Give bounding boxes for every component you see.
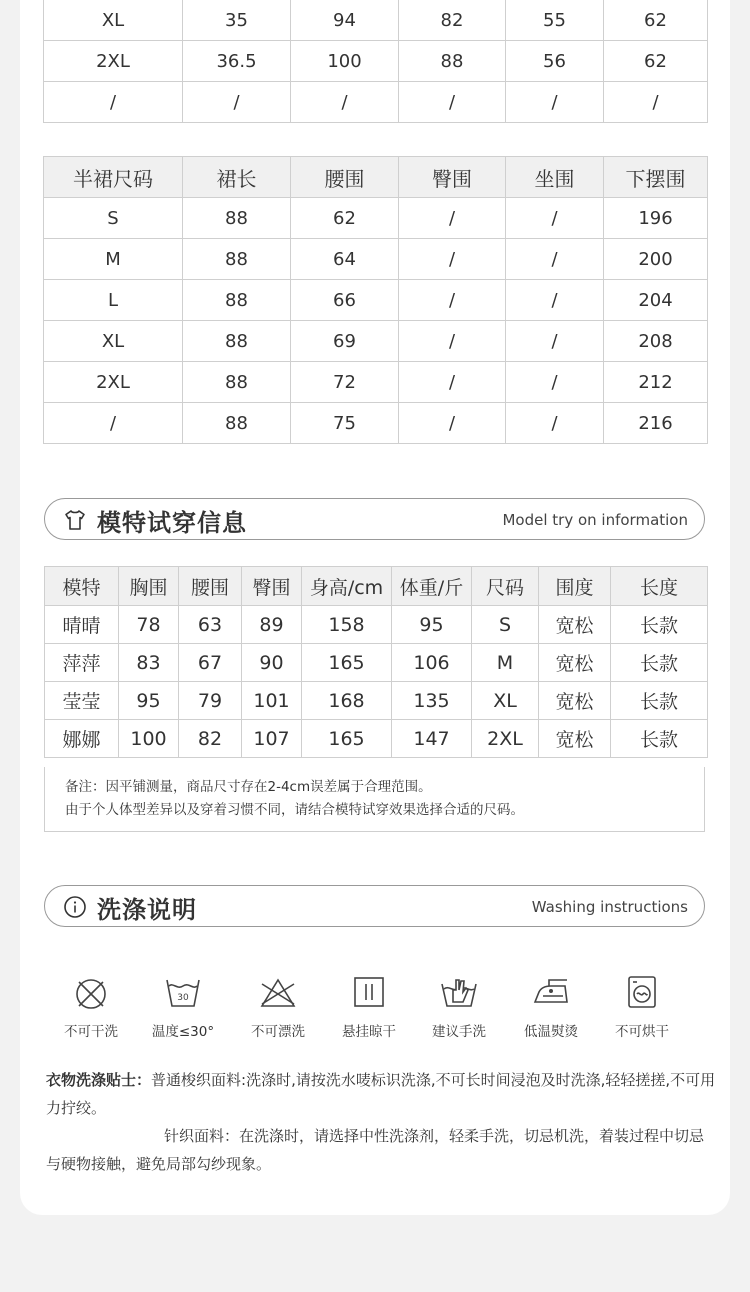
table-cell: /: [506, 403, 604, 444]
table-cell: 62: [604, 0, 708, 41]
table-cell: 55: [506, 0, 604, 41]
wash-label: 建议手洗: [432, 1024, 486, 1040]
washing-tips-para-2: [46, 1122, 718, 1178]
table-header-cell: 身高/cm: [302, 567, 392, 606]
table-cell: 208: [604, 321, 708, 362]
wash-item-hang-dry: [329, 972, 409, 1040]
table-header-cell: 臀围: [242, 567, 302, 606]
table-cell: 79: [179, 682, 242, 720]
table-cell: 88: [183, 280, 291, 321]
table-cell: /: [604, 82, 708, 123]
table-header-cell: 臀围: [399, 157, 506, 198]
table-cell: 75: [291, 403, 399, 444]
table-header-cell: 长度: [611, 567, 708, 606]
table-cell: 88: [183, 362, 291, 403]
skirt-size-table: [43, 156, 708, 444]
wash-30-icon: [163, 972, 203, 1012]
tips-heading: 衣物洗涤贴士：: [46, 1071, 152, 1089]
table-cell: 135: [392, 682, 472, 720]
table-row: [44, 280, 708, 321]
table-cell: 36.5: [183, 41, 291, 82]
top-size-table: [43, 0, 708, 123]
model-info-header: [44, 498, 705, 540]
table-cell: 88: [183, 403, 291, 444]
table-cell: M: [472, 644, 539, 682]
table-cell: 62: [291, 198, 399, 239]
table-cell: 88: [183, 321, 291, 362]
table-cell: 宽松: [539, 606, 611, 644]
washing-subtitle: Washing instructions: [531, 898, 688, 916]
table-cell: 107: [242, 720, 302, 758]
table-header-cell: 尺码: [472, 567, 539, 606]
low-iron-icon: [531, 972, 571, 1012]
table-cell: 宽松: [539, 682, 611, 720]
table-cell: XL: [44, 321, 183, 362]
table-cell: 168: [302, 682, 392, 720]
table-cell: 83: [119, 644, 179, 682]
table-cell: 165: [302, 644, 392, 682]
table-row: [44, 403, 708, 444]
table-header-cell: 模特: [45, 567, 119, 606]
table-cell: /: [506, 239, 604, 280]
table-cell: 64: [291, 239, 399, 280]
table-cell: /: [44, 82, 183, 123]
table-row: [45, 644, 708, 682]
tips-text-2: 针织面料：在洗涤时，请选择中性洗涤剂，轻柔手洗，切忌机洗，着装过程中切忌与硬物接触，避免局部勾纱现象。: [46, 1127, 705, 1173]
table-header-cell: 腰围: [291, 157, 399, 198]
table-header-cell: 体重/斤: [392, 567, 472, 606]
wash-item-hand-wash: [419, 972, 499, 1040]
table-cell: 82: [399, 0, 506, 41]
table-cell: 63: [179, 606, 242, 644]
table-cell: 2XL: [44, 41, 183, 82]
table-cell: 94: [291, 0, 399, 41]
table-cell: /: [506, 280, 604, 321]
table-cell: 204: [604, 280, 708, 321]
table-cell: 62: [604, 41, 708, 82]
table-cell: 82: [179, 720, 242, 758]
table-cell: 72: [291, 362, 399, 403]
table-row: [44, 239, 708, 280]
size-note: [44, 767, 705, 832]
table-row: [44, 41, 708, 82]
tshirt-icon: [63, 508, 87, 532]
table-cell: 78: [119, 606, 179, 644]
wash-label: 不可烘干: [615, 1024, 669, 1040]
table-cell: 宽松: [539, 644, 611, 682]
table-cell: 莹莹: [45, 682, 119, 720]
washing-header: [44, 885, 705, 927]
washing-tips-para-1: [46, 1066, 718, 1122]
table-cell: 95: [392, 606, 472, 644]
wash-temp: 30: [177, 993, 189, 1003]
table-cell: 196: [604, 198, 708, 239]
table-cell: /: [399, 198, 506, 239]
table-cell: 90: [242, 644, 302, 682]
table-row: [44, 321, 708, 362]
table-cell: /: [506, 198, 604, 239]
table-header-cell: 下摆围: [604, 157, 708, 198]
table-cell: 212: [604, 362, 708, 403]
table-cell: 娜娜: [45, 720, 119, 758]
table-cell: 88: [183, 239, 291, 280]
table-cell: 200: [604, 239, 708, 280]
table-cell: 宽松: [539, 720, 611, 758]
table-cell: S: [472, 606, 539, 644]
wash-label: 低温熨烫: [524, 1024, 578, 1040]
table-header-cell: 胸围: [119, 567, 179, 606]
washing-title: 洗涤说明: [97, 896, 197, 924]
table-cell: /: [506, 362, 604, 403]
table-header-cell: 半裙尺码: [44, 157, 183, 198]
table-cell: 88: [399, 41, 506, 82]
table-header-cell: 腰围: [179, 567, 242, 606]
table-header-cell: 裙长: [183, 157, 291, 198]
table-cell: XL: [44, 0, 183, 41]
table-row: [45, 720, 708, 758]
no-bleach-icon: [258, 972, 298, 1012]
wash-label: 不可漂洗: [251, 1024, 305, 1040]
table-cell: 100: [291, 41, 399, 82]
wash-label: 悬挂晾干: [342, 1024, 396, 1040]
info-icon: [63, 895, 87, 919]
table-cell: 2XL: [472, 720, 539, 758]
table-cell: 158: [302, 606, 392, 644]
wash-label: 温度≤30°: [151, 1024, 215, 1040]
table-cell: /: [183, 82, 291, 123]
table-cell: 88: [183, 198, 291, 239]
table-cell: 长款: [611, 720, 708, 758]
table-cell: 晴晴: [45, 606, 119, 644]
no-tumble-dry-icon: [622, 972, 662, 1012]
note-line-1: 备注：因平铺测量，商品尺寸存在2-4cm误差属于合理范围。: [65, 779, 432, 795]
table-cell: /: [399, 403, 506, 444]
table-cell: XL: [472, 682, 539, 720]
table-cell: /: [399, 362, 506, 403]
table-cell: 长款: [611, 606, 708, 644]
table-cell: 35: [183, 0, 291, 41]
table-cell: L: [44, 280, 183, 321]
table-row: [44, 362, 708, 403]
tips-text-1: 普通梭织面料:洗涤时,请按洗水唛标识洗涤,不可长时间浸泡及时洗涤,轻轻搓搓,不可用力拧绞。: [46, 1071, 716, 1117]
table-row: [44, 198, 708, 239]
hang-dry-icon: [349, 972, 389, 1012]
wash-item-low-iron: [511, 972, 591, 1040]
table-cell: /: [399, 82, 506, 123]
model-info-title: 模特试穿信息: [97, 509, 247, 537]
table-cell: 106: [392, 644, 472, 682]
table-cell: /: [506, 82, 604, 123]
model-table: [44, 566, 708, 758]
table-row: [45, 606, 708, 644]
table-cell: 69: [291, 321, 399, 362]
table-cell: 长款: [611, 644, 708, 682]
table-cell: 56: [506, 41, 604, 82]
wash-item-no-bleach: [238, 972, 318, 1040]
table-cell: /: [399, 280, 506, 321]
table-cell: /: [506, 321, 604, 362]
table-header-cell: 围度: [539, 567, 611, 606]
table-cell: 147: [392, 720, 472, 758]
table-cell: 165: [302, 720, 392, 758]
table-header-row: [45, 567, 708, 606]
hand-wash-icon: [439, 972, 479, 1012]
table-cell: 长款: [611, 682, 708, 720]
wash-item-30: [143, 972, 223, 1040]
wash-label: 不可干洗: [64, 1024, 118, 1040]
table-cell: S: [44, 198, 183, 239]
table-row: [45, 682, 708, 720]
table-row: [44, 82, 708, 123]
table-cell: 216: [604, 403, 708, 444]
note-line-2: 由于个人体型差异以及穿着习惯不同，请结合模特试穿效果选择合适的尺码。: [65, 802, 524, 818]
table-cell: 67: [179, 644, 242, 682]
table-cell: /: [291, 82, 399, 123]
table-row: [44, 0, 708, 41]
table-cell: 66: [291, 280, 399, 321]
table-cell: 萍萍: [45, 644, 119, 682]
table-cell: /: [44, 403, 183, 444]
table-header-row: [44, 157, 708, 198]
table-cell: /: [399, 239, 506, 280]
table-cell: M: [44, 239, 183, 280]
wash-item-no-tumble-dry: [602, 972, 682, 1040]
model-info-subtitle: Model try on information: [502, 511, 688, 529]
table-cell: 89: [242, 606, 302, 644]
table-cell: /: [399, 321, 506, 362]
table-cell: 95: [119, 682, 179, 720]
wash-item-no-dry-clean: [51, 972, 131, 1040]
table-cell: 101: [242, 682, 302, 720]
no-dry-clean-icon: [71, 972, 111, 1012]
table-header-cell: 坐围: [506, 157, 604, 198]
table-cell: 100: [119, 720, 179, 758]
table-cell: 2XL: [44, 362, 183, 403]
